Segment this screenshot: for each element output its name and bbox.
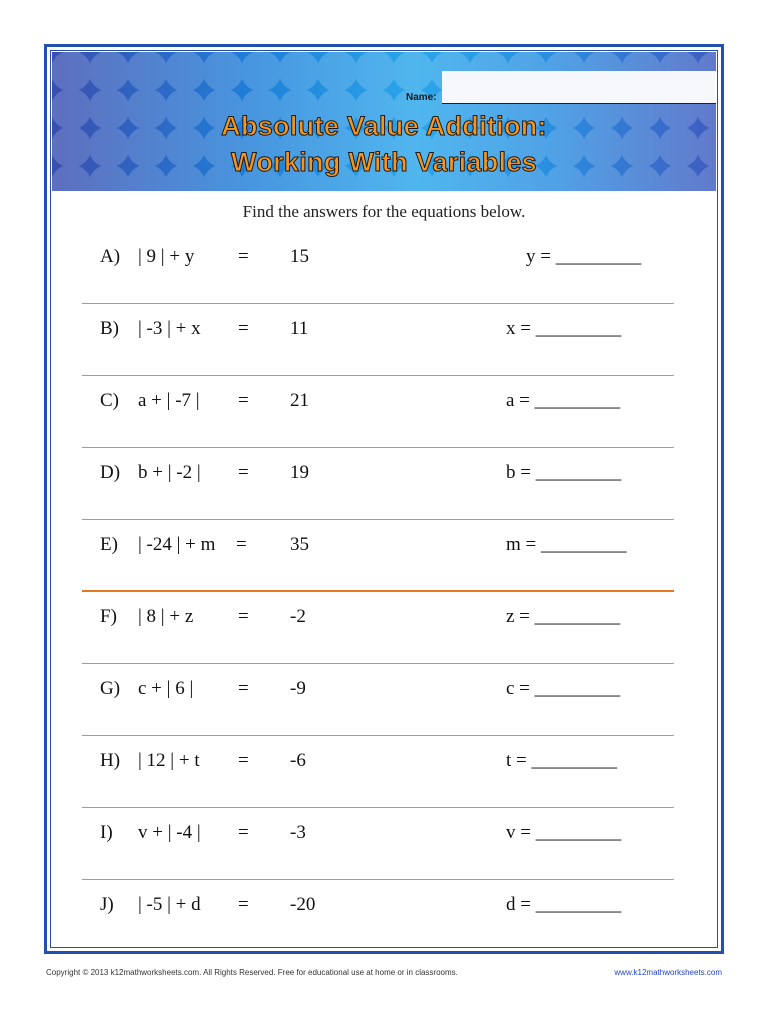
problem-row bbox=[82, 880, 674, 952]
problem-expression: a + | -7 | bbox=[138, 390, 200, 411]
problem-value: -20 bbox=[290, 894, 316, 915]
answer-blank[interactable]: v = _________ bbox=[506, 822, 622, 843]
worksheet-title-line2: Working With Variables bbox=[231, 147, 537, 177]
problem-row bbox=[82, 664, 674, 736]
equals-sign: = bbox=[238, 750, 249, 771]
problem-value: 21 bbox=[290, 390, 309, 411]
problem-row bbox=[82, 232, 674, 304]
problem-expression: b + | -2 | bbox=[138, 462, 201, 483]
header-banner bbox=[52, 52, 716, 191]
problem-letter: J) bbox=[100, 894, 114, 915]
problem-value: 15 bbox=[290, 246, 309, 267]
name-label: Name: bbox=[406, 92, 437, 103]
problem-row bbox=[82, 376, 674, 448]
equals-sign: = bbox=[238, 318, 249, 339]
problem-letter: H) bbox=[100, 750, 121, 771]
website-link[interactable]: www.k12mathworksheets.com bbox=[614, 968, 722, 977]
worksheet-title-line1: Absolute Value Addition: bbox=[221, 111, 547, 141]
equals-sign: = bbox=[238, 822, 249, 843]
equals-sign: = bbox=[238, 390, 249, 411]
answer-blank[interactable]: y = _________ bbox=[526, 246, 642, 267]
equals-sign: = bbox=[238, 606, 249, 627]
problem-expression: v + | -4 | bbox=[138, 822, 201, 843]
problem-row bbox=[82, 736, 674, 808]
problem-letter: A) bbox=[100, 246, 121, 267]
problem-value: 35 bbox=[290, 534, 309, 555]
answer-blank[interactable]: t = _________ bbox=[506, 750, 617, 771]
answer-blank[interactable]: z = _________ bbox=[506, 606, 621, 627]
equals-sign: = bbox=[236, 534, 247, 555]
instructions: Find the answers for the equations below. bbox=[242, 202, 526, 221]
answer-blank[interactable]: d = _________ bbox=[506, 894, 622, 915]
problem-letter: C) bbox=[100, 390, 119, 411]
problem-expression: | -3 | + x bbox=[138, 318, 201, 339]
problem-expression: | 12 | + t bbox=[138, 750, 200, 771]
problem-value: 19 bbox=[290, 462, 309, 483]
name-field[interactable] bbox=[442, 71, 716, 103]
answer-blank[interactable]: a = _________ bbox=[506, 390, 621, 411]
name-line bbox=[442, 103, 716, 104]
problem-letter: G) bbox=[100, 678, 121, 699]
equals-sign: = bbox=[238, 894, 249, 915]
equals-sign: = bbox=[238, 462, 249, 483]
problem-row bbox=[82, 304, 674, 376]
problem-value: -6 bbox=[290, 750, 306, 771]
problem-expression: | -24 | + m bbox=[138, 534, 216, 555]
problem-letter: F) bbox=[100, 606, 117, 627]
copyright-notice: Copyright © 2013 k12mathworksheets.com. All Rights Reserved. Free for educational use at home or in classrooms. bbox=[46, 968, 458, 977]
problem-value: -3 bbox=[290, 822, 306, 843]
answer-blank[interactable]: x = _________ bbox=[506, 318, 622, 339]
equals-sign: = bbox=[238, 246, 249, 267]
answer-blank[interactable]: b = _________ bbox=[506, 462, 622, 483]
equals-sign: = bbox=[238, 678, 249, 699]
problem-expression: | -5 | + d bbox=[138, 894, 201, 915]
problem-expression: | 9 | + y bbox=[138, 246, 195, 267]
problem-row bbox=[82, 520, 674, 592]
problem-value: -2 bbox=[290, 606, 306, 627]
problem-letter: E) bbox=[100, 534, 118, 555]
problem-expression: | 8 | + z bbox=[138, 606, 194, 627]
answer-blank[interactable]: m = _________ bbox=[506, 534, 627, 555]
problem-row bbox=[82, 592, 674, 664]
problem-value: -9 bbox=[290, 678, 306, 699]
problem-row bbox=[82, 448, 674, 520]
problem-expression: c + | 6 | bbox=[138, 678, 194, 699]
problem-letter: B) bbox=[100, 318, 119, 339]
problem-value: 11 bbox=[290, 318, 309, 339]
problem-letter: D) bbox=[100, 462, 121, 483]
problem-letter: I) bbox=[100, 822, 113, 843]
problem-row bbox=[82, 808, 674, 880]
answer-blank[interactable]: c = _________ bbox=[506, 678, 621, 699]
